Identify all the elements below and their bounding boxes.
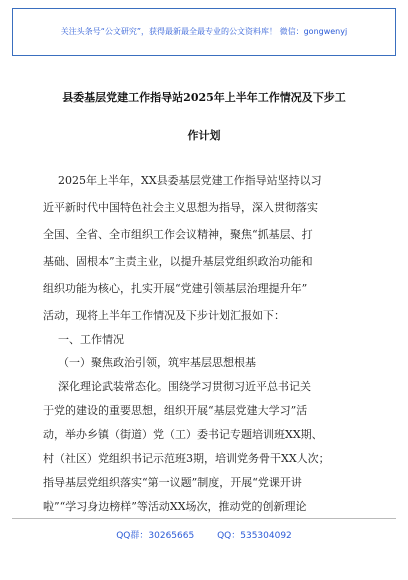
subsection-heading: （一）聚焦政治引领，筑牢基层思想根基 [58,356,256,369]
footer-qq: QQ：535304092 [217,531,292,541]
footer [0,528,408,541]
paragraph-line: 全国、全省、全市组织工作会议精神，聚焦“抓基层、打 [43,228,313,241]
paragraph-line: 活动，现将上半年工作情况及下步计划汇报如下： [43,309,285,322]
document-title-line-1: 县委基层党建工作指导站2025年上半年工作情况及下步工 [62,91,346,104]
header-banner [12,8,396,56]
paragraph-line: 2025年上半年，XX县委基层党建工作指导站坚持以习 [58,174,322,187]
paragraph-line: 动，举办乡镇（街道）党（工）委书记专题培训班XX期、 [43,428,323,441]
paragraph-line: 组织功能为核心，扎实开展“党建引领基层治理提升年” [43,282,308,295]
footer-qq-group: QQ群：30265665 [116,531,195,541]
paragraph-line: 深化理论武装常态化。围绕学习贯彻习近平总书记关 [58,380,311,393]
section-heading: 一、工作情况 [58,333,124,346]
paragraph-line: 指导基层党组织落实“第一议题”制度，开展“党课开讲 [43,476,302,489]
document-title-line-2: 作计划 [187,129,221,142]
footer-divider [12,518,396,519]
paragraph-line: 于党的建设的重要思想，组织开展“基层党建大学习”活 [43,404,308,417]
paragraph-line: 近平新时代中国特色社会主义思想为指导，深入贯彻落实 [43,201,318,214]
header-banner-text: 关注头条号“公文研究”，获得最新最全最专业的公文资料库！ 微信：gongwenyj [60,27,348,36]
paragraph-line: 基础、固根本”主责主业，以提升基层党组织政治功能和 [43,255,313,268]
paragraph-line: 村（社区）党组织书记示范班3期，培训党务骨干XX人次； [43,452,330,465]
paragraph-line: 啦”“学习身边榜样”等活动XX场次，推动党的创新理论 [43,500,307,513]
